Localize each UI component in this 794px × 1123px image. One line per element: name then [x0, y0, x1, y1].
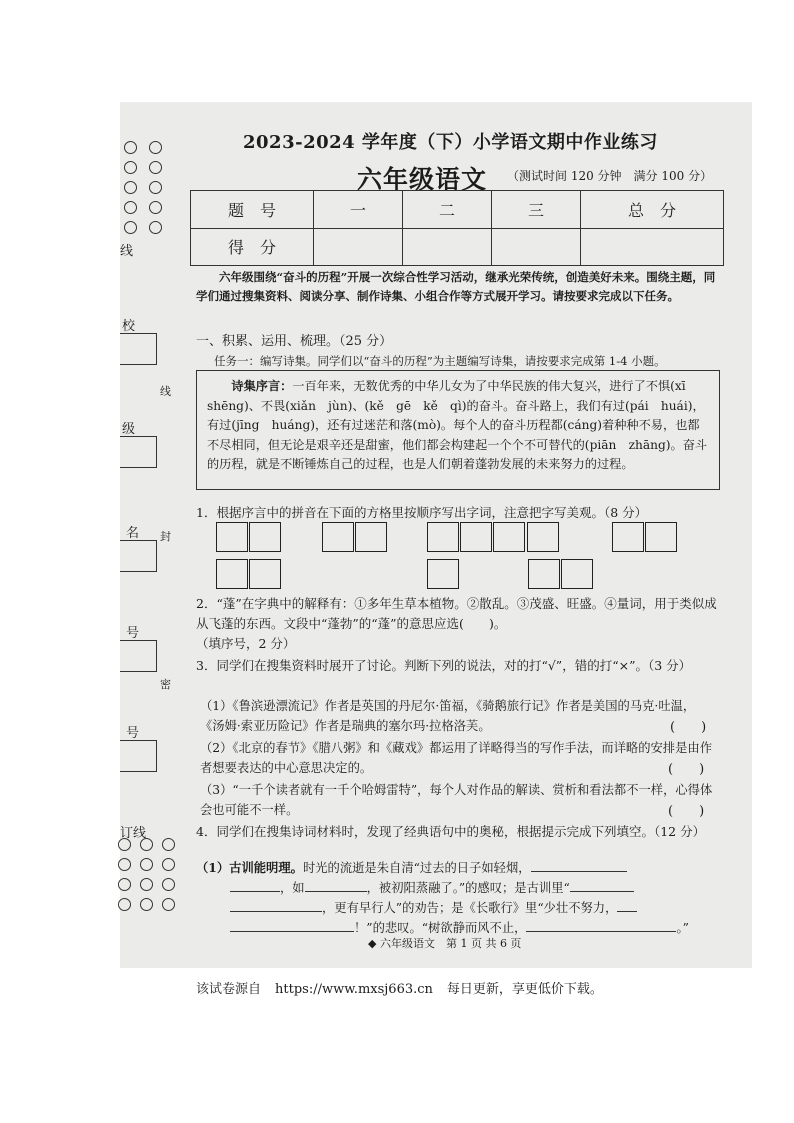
score-entry-cell[interactable]	[403, 228, 492, 266]
answer-box[interactable]	[249, 522, 281, 552]
hole-icon	[140, 838, 153, 851]
hole-icon	[162, 858, 175, 871]
hole-icon	[162, 838, 175, 851]
question-3-item-1: （1）《鲁滨逊漂流记》作者是英国的丹尼尔·笛福，《骑鹅旅行记》作者是美国的马克·吐温，《汤姆·索亚历险记》作者是瑞典的塞尔玛·拉格洛芙。	[200, 699, 696, 733]
hole-icon	[124, 221, 137, 234]
fill-blank[interactable]	[617, 899, 637, 912]
gutter-seat-label: 号	[126, 726, 140, 741]
page-footer: ◆ 六年级语文 第 1 页 共 6 页	[368, 937, 522, 950]
seal-mark-xian: 线	[160, 385, 171, 398]
hole-icon	[162, 878, 175, 891]
score-table-score-row	[191, 228, 724, 266]
exam-time-note: （测试时间 120 分钟 满分 100 分）	[507, 169, 713, 183]
hole-icon	[140, 898, 153, 911]
answer-box[interactable]	[355, 522, 387, 552]
question-1: 1．根据序言中的拼音在下面的方格里按顺序写出字词，注意把字写美观。（8 分）	[196, 505, 648, 520]
question-2: 2．“蓬”在字典中的解释有：①多年生草本植物。②散乱。③茂盛、旺盛。④量词，用于类似成从飞蓬的东西。文段中“蓬勃”的“蓬”的意思应选( )。	[196, 596, 717, 631]
hole-icon	[118, 838, 131, 851]
source-slogan: 每日更新，享更低价下载。	[446, 982, 603, 997]
answer-box[interactable]	[216, 522, 248, 552]
hole-icon	[118, 858, 131, 871]
hole-icon	[124, 201, 137, 214]
fill-blank[interactable]	[230, 919, 354, 932]
answer-paren[interactable]: ( )	[668, 804, 705, 819]
school-box[interactable]	[120, 333, 157, 365]
name-box[interactable]	[120, 540, 157, 572]
answer-box[interactable]	[249, 559, 281, 589]
fill-blank[interactable]	[526, 919, 676, 932]
score-table-cell: 题 号	[191, 191, 314, 229]
fill-text: ，被初阳蒸融了。”的感叹；是古训里“	[366, 881, 570, 895]
question-3-item-3: （3）“一千个读者就有一千个哈姆雷特”，每个人对作品的解读、赏析和看法都不一样，心得体会也可能不一样。	[200, 783, 713, 817]
fill-blank[interactable]	[531, 859, 627, 872]
preface-label: 诗集序言：	[231, 379, 293, 393]
score-table-header-row	[191, 191, 724, 229]
hole-icon	[124, 141, 137, 154]
fill-text: 。”	[676, 921, 689, 935]
exam-number-box[interactable]	[120, 640, 157, 672]
score-table-cell: 二	[403, 191, 492, 229]
source-url-link[interactable]: https://www.mxsj663.cn	[275, 982, 433, 997]
hole-icon	[149, 181, 162, 194]
class-box[interactable]	[120, 436, 157, 468]
score-entry-cell[interactable]	[492, 228, 581, 266]
fill-blank[interactable]	[230, 879, 280, 892]
hole-icon	[140, 878, 153, 891]
source-label: 该试卷源自	[196, 982, 262, 997]
score-entry-cell[interactable]	[581, 228, 724, 266]
answer-box[interactable]	[216, 559, 248, 589]
answer-box[interactable]	[612, 522, 644, 552]
fill-text: ，如	[280, 881, 305, 895]
answer-box[interactable]	[528, 559, 560, 589]
gutter-class-label: 级	[122, 422, 136, 437]
answer-box[interactable]	[322, 522, 354, 552]
subject-title: 六年级语文	[357, 165, 488, 194]
question-4-part-1	[196, 858, 720, 938]
hole-icon	[124, 181, 137, 194]
seal-mark-feng: 封	[160, 530, 171, 543]
hole-icon	[162, 898, 175, 911]
answer-paren[interactable]: ( )	[670, 720, 707, 735]
answer-box[interactable]	[493, 522, 525, 552]
gutter-name-label: 名	[126, 526, 140, 541]
question-4: 4．同学们在搜集诗词材料时，发现了经典语句中的奥秘，根据提示完成下列填空。（12 分）	[196, 824, 706, 839]
score-table-cell: 得 分	[191, 228, 314, 266]
source-banner	[196, 978, 617, 997]
score-table-cell: 总 分	[581, 191, 724, 229]
answer-box[interactable]	[427, 522, 459, 552]
score-table-cell: 三	[492, 191, 581, 229]
gutter-exam-number-label: 号	[126, 626, 140, 641]
hole-icon	[149, 141, 162, 154]
section-heading: 一、积累、运用、梳理。（25 分）	[196, 334, 393, 349]
task-instruction: 任务一：编写诗集。同学们以“奋斗的历程”为主题编写诗集，请按要求完成第 1-4 小题。	[214, 354, 666, 368]
answer-box[interactable]	[561, 559, 593, 589]
gutter-line-bottom: 订线	[120, 826, 147, 841]
hole-icon	[118, 878, 131, 891]
answer-box[interactable]	[427, 559, 459, 589]
gutter-line-top: 线	[120, 244, 134, 259]
seal-mark-mi: 密	[160, 678, 171, 691]
fill-blank[interactable]	[570, 879, 634, 892]
question-3: 3．同学们在搜集资料时展开了讨论。判断下列的说法，对的打“√”，错的打“×”。（3 分）	[196, 658, 692, 673]
hole-icon	[149, 161, 162, 174]
exam-title: 2023-2024 学年度（下）小学语文期中作业练习	[243, 132, 658, 153]
question-4-part-label: （1）古训能明理。	[196, 860, 303, 875]
hole-icon	[140, 858, 153, 871]
intro-paragraph: 六年级围绕“奋斗的历程”开展一次综合性学习活动，继承光荣传统，创造美好未来。围绕主题，同学们通过搜集资料、阅读分享、制作诗集、小组合作等方式展开学习。请按要求完成以下任务。	[196, 270, 716, 303]
fill-blank[interactable]	[230, 899, 322, 912]
preface-text: 一百年来，无数优秀的中华儿女为了中华民族的伟大复兴，进行了不惧(xī shēng)、不畏(xiǎn jùn)、(kě gē kě qì)的奋斗。奋斗路上，我们有过(pái huái)，有过(jīng huáng)，还有过迷茫和落(mò)。每个人的奋斗历程都(cáng)着种种不易，也都不尽相同，但无论是艰辛还是甜蜜，他们都会构建起一个个不可替代的(piān zhāng)。奋斗的历程，就是不断锤炼自己的过程，也是人们朝着蓬勃发展的未来努力的过程。	[207, 379, 708, 472]
hole-icon	[149, 201, 162, 214]
score-entry-cell[interactable]	[314, 228, 403, 266]
hole-icon	[124, 161, 137, 174]
gutter-school-label: 校	[122, 319, 136, 334]
score-table	[190, 190, 724, 266]
question-3-item-2: （2）《北京的春节》《腊八粥》和《藏戏》都运用了详略得当的写作手法，而详略的安排是由作者想要表达的中心意思决定的。	[200, 741, 712, 775]
hole-icon	[118, 898, 131, 911]
answer-paren[interactable]: ( )	[668, 762, 705, 777]
fill-blank[interactable]	[305, 879, 367, 892]
answer-box[interactable]	[645, 522, 677, 552]
fill-text: 时光的流逝是朱自清“过去的日子如轻烟，	[302, 861, 531, 875]
score-table-cell: 一	[314, 191, 403, 229]
fill-text: ，更有早行人”的劝告；是《长歌行》里“少壮不努力，	[322, 901, 618, 915]
hole-icon	[149, 221, 162, 234]
answer-box[interactable]	[460, 522, 492, 552]
answer-box[interactable]	[527, 522, 559, 552]
question-2-note: （填序号，2 分）	[196, 636, 296, 651]
seat-box[interactable]	[120, 740, 157, 772]
fill-text: ！”的悲叹。“树欲静而风不止，	[354, 921, 527, 935]
preface-box	[196, 370, 720, 490]
